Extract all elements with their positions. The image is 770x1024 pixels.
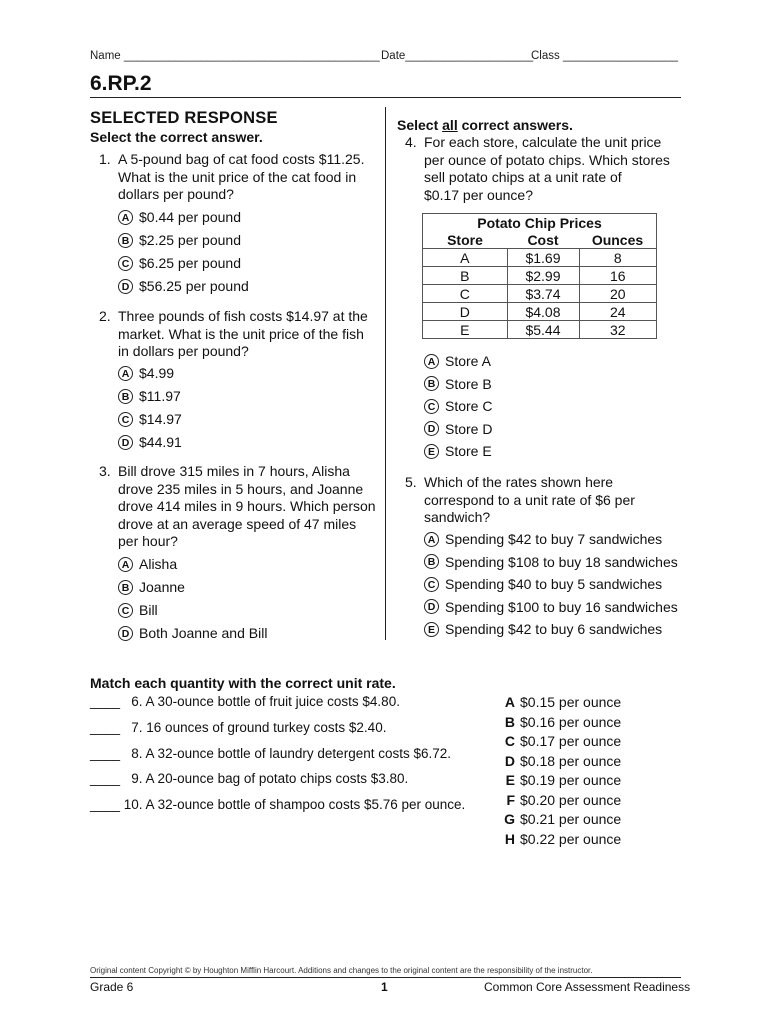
question-3-options — [118, 555, 267, 642]
option-text: Bill — [139, 602, 158, 618]
question-text-line: $0.17 per ounce? — [424, 186, 533, 203]
option-text: $0.44 per pound — [139, 209, 241, 225]
answer-bubble[interactable]: C — [118, 256, 133, 271]
option-text: Spending $42 to buy 6 sandwiches — [445, 621, 663, 637]
name-field-label: Name ________________________________________ — [90, 50, 380, 62]
answer-bubble[interactable]: C — [118, 412, 133, 427]
option[interactable] — [118, 387, 182, 405]
potato-chip-table — [422, 213, 657, 339]
question-number: 3. — [99, 463, 111, 479]
page-number: 1 — [381, 980, 388, 994]
question-text-line: dollars per pound? — [118, 186, 234, 202]
question-text-line: Three pounds of fish costs $14.97 at the — [118, 308, 368, 324]
option-text: Store C — [445, 398, 493, 414]
option[interactable] — [424, 575, 678, 593]
question-number: 5. — [405, 474, 417, 490]
question-text-line: Bill drove 315 miles in 7 hours, Alisha — [118, 463, 350, 479]
rate-text: $0.17 per ounce — [520, 733, 622, 749]
answer-bubble[interactable]: D — [118, 626, 133, 641]
rate-option — [499, 693, 621, 713]
rate-option — [499, 713, 621, 733]
option-text: Store A — [445, 353, 491, 369]
class-field-label: Class __________________ — [531, 50, 679, 62]
question-text-line: drove at an average speed of 47 miles — [118, 515, 357, 532]
series-label: Common Core Assessment Readiness — [484, 980, 691, 994]
question-number: 1. — [99, 151, 111, 167]
option[interactable] — [424, 442, 492, 460]
table-row — [423, 321, 657, 339]
table-cell: 8 — [579, 249, 657, 267]
table-cell: 20 — [579, 285, 657, 303]
rate-text: $0.20 per ounce — [520, 791, 622, 808]
table-cell: D — [423, 303, 508, 321]
option-text: Store E — [445, 443, 492, 459]
option-text: Spending $40 to buy 5 sandwiches — [445, 576, 663, 592]
table-cell: 32 — [579, 321, 657, 339]
option[interactable] — [118, 364, 182, 382]
option[interactable] — [424, 352, 492, 370]
rate-list — [499, 693, 621, 849]
question-2 — [99, 308, 379, 364]
option-text: Both Joanne and Bill — [139, 625, 268, 641]
option[interactable] — [118, 578, 267, 596]
question-text-line: drove 414 miles in 9 hours. Which person — [118, 498, 376, 514]
match-item: ____ 10. A 32-ounce bottle of shampoo costs $5.76 per ounce. — [90, 797, 466, 812]
question-number: 2. — [99, 308, 111, 324]
rate-text: $0.19 per ounce — [520, 772, 622, 788]
rate-option — [499, 732, 621, 752]
answer-bubble[interactable]: E — [424, 622, 439, 637]
question-text-line: per ounce of potato chips. Which stores — [424, 151, 670, 168]
rate-text: $0.16 per ounce — [520, 713, 622, 730]
match-item: ____ 8. A 32-ounce bottle of laundry detergent costs $6.72. — [90, 746, 452, 761]
table-row — [423, 303, 657, 321]
question-text-line: per hour? — [118, 533, 178, 549]
option-text: Spending $42 to buy 7 sandwiches — [445, 531, 663, 547]
question-number: 4. — [405, 134, 417, 150]
question-text-line: drove 235 miles in 5 hours, and Joanne — [118, 480, 364, 497]
question-text-line: correspond to a unit rate of $6 per — [424, 491, 635, 508]
option[interactable] — [118, 601, 267, 619]
option-text: $2.25 per pound — [139, 232, 241, 248]
answer-bubble[interactable]: A — [424, 532, 439, 547]
option-text: Store B — [445, 375, 492, 392]
grade-label: Grade 6 — [90, 980, 134, 994]
table-cell: A — [423, 249, 508, 267]
option[interactable] — [424, 397, 492, 415]
option-text: $44.91 — [139, 434, 182, 450]
option-text: Store D — [445, 420, 493, 437]
option[interactable] — [424, 620, 678, 638]
rate-letter: G — [504, 811, 515, 827]
rate-option — [499, 810, 621, 830]
rate-option — [499, 771, 621, 791]
column-divider — [385, 107, 386, 640]
option[interactable] — [424, 598, 678, 616]
instruction-multiple — [397, 117, 573, 133]
question-text-line: A 5-pound bag of cat food costs $11.25. — [118, 151, 365, 167]
table-row — [423, 267, 657, 285]
option[interactable] — [118, 277, 249, 295]
rate-letter: H — [504, 830, 515, 847]
option-text: $4.99 — [139, 365, 175, 381]
answer-bubble[interactable]: C — [118, 603, 133, 618]
instruction-single: Select the correct answer. — [90, 129, 263, 145]
answer-bubble[interactable]: B — [118, 580, 133, 595]
option-text: Spending $108 to buy 18 sandwiches — [445, 553, 678, 570]
answer-bubble[interactable]: D — [424, 599, 439, 614]
table-row — [423, 249, 657, 267]
option-text: $14.97 — [139, 411, 182, 427]
rate-option — [499, 791, 621, 811]
option[interactable] — [118, 410, 182, 428]
answer-bubble[interactable]: C — [424, 399, 439, 414]
table-cell: 24 — [579, 303, 657, 321]
question-3 — [99, 463, 384, 553]
section-title: SELECTED RESPONSE — [90, 109, 278, 127]
option-text: $56.25 per pound — [139, 278, 249, 294]
question-text-line: market. What is the unit price of the fish — [118, 325, 364, 342]
question-text-line: For each store, calculate the unit price — [424, 134, 662, 150]
question-text-line: sell potato chips at a unit rate of — [424, 169, 622, 185]
rate-option — [499, 752, 621, 772]
answer-bubble[interactable]: B — [424, 554, 439, 569]
rate-text: $0.21 per ounce — [520, 811, 622, 827]
rate-letter: C — [504, 733, 515, 749]
rate-text: $0.18 per ounce — [520, 752, 622, 769]
question-text-line: in dollars per pound? — [118, 343, 249, 359]
instruction-pre: Select — [397, 117, 443, 133]
question-1-options — [118, 208, 249, 295]
table-cell: E — [423, 321, 508, 339]
table-cell: $2.99 — [507, 267, 579, 285]
option[interactable] — [118, 624, 267, 642]
table-cell: C — [423, 285, 508, 303]
answer-bubble[interactable]: B — [424, 376, 439, 391]
match-item: ____ 7. 16 ounces of ground turkey costs $2.40. — [90, 720, 387, 735]
option[interactable] — [118, 208, 249, 226]
rate-text: $0.22 per ounce — [520, 830, 622, 847]
answer-bubble[interactable]: A — [118, 557, 133, 572]
answer-bubble[interactable]: A — [118, 210, 133, 225]
question-4 — [405, 134, 685, 206]
option-text: Alisha — [139, 556, 178, 572]
rate-letter: F — [506, 791, 515, 808]
option-text: Spending $100 to buy 16 sandwiches — [445, 598, 678, 615]
option[interactable] — [118, 254, 249, 272]
option[interactable] — [424, 375, 492, 393]
table-row — [423, 285, 657, 303]
rate-letter: E — [505, 772, 515, 788]
rate-option — [499, 830, 621, 850]
table-caption: Potato Chip Prices — [423, 214, 657, 232]
table-cell: $5.44 — [507, 321, 579, 339]
question-2-options — [118, 364, 182, 451]
rate-letter: D — [504, 752, 515, 769]
question-1 — [99, 151, 379, 207]
table-header: Store — [423, 231, 508, 249]
option-text: $11.97 — [139, 388, 181, 404]
question-5-options — [424, 530, 678, 638]
answer-bubble[interactable]: B — [118, 389, 133, 404]
date-field-label: Date____________________ — [381, 50, 534, 62]
rate-text: $0.15 per ounce — [520, 694, 622, 710]
rate-letter: B — [504, 713, 515, 730]
answer-bubble[interactable]: D — [118, 279, 133, 294]
table-cell: $4.08 — [507, 303, 579, 321]
instruction-all: all — [442, 117, 458, 133]
option[interactable] — [424, 553, 678, 571]
match-item: ____ 9. A 20-ounce bag of potato chips costs $3.80. — [90, 771, 409, 786]
option[interactable] — [424, 530, 678, 548]
answer-bubble[interactable]: E — [424, 444, 439, 459]
answer-bubble[interactable]: D — [424, 421, 439, 436]
answer-bubble[interactable]: A — [424, 354, 439, 369]
footer-rule — [90, 977, 681, 978]
question-5 — [405, 474, 685, 528]
option-text: $6.25 per pound — [139, 255, 241, 271]
option[interactable] — [424, 420, 492, 438]
rate-letter: A — [504, 694, 515, 710]
option[interactable] — [118, 231, 249, 249]
table-cell: $3.74 — [507, 285, 579, 303]
table-cell: 16 — [579, 267, 657, 285]
question-text-line: What is the unit price of the cat food in — [118, 168, 357, 185]
question-text-line: Which of the rates shown here — [424, 474, 614, 490]
answer-bubble[interactable]: B — [118, 233, 133, 248]
table-cell: $1.69 — [507, 249, 579, 267]
instruction-post: correct answers. — [457, 117, 573, 133]
option-text: Joanne — [139, 579, 185, 595]
copyright-notice: Original content Copyright © by Houghton Mifflin Harcourt. Additions and changes to the original content are the responsibility of the instructor. — [90, 966, 593, 975]
answer-bubble[interactable]: C — [424, 577, 439, 592]
match-instruction: Match each quantity with the correct unit rate. — [90, 675, 396, 691]
answer-bubble[interactable]: A — [118, 366, 133, 381]
question-text-line: sandwich? — [424, 509, 491, 525]
answer-bubble[interactable]: D — [118, 435, 133, 450]
standard-title: 6.RP.2 — [90, 72, 152, 95]
table-cell: B — [423, 267, 508, 285]
match-item: ____ 6. A 30-ounce bottle of fruit juice costs $4.80. — [90, 694, 400, 709]
table-header: Ounces — [579, 231, 657, 249]
title-rule — [90, 97, 681, 98]
table-header: Cost — [507, 231, 579, 249]
question-4-options — [424, 352, 492, 460]
option[interactable] — [118, 433, 182, 451]
option[interactable] — [118, 555, 267, 573]
